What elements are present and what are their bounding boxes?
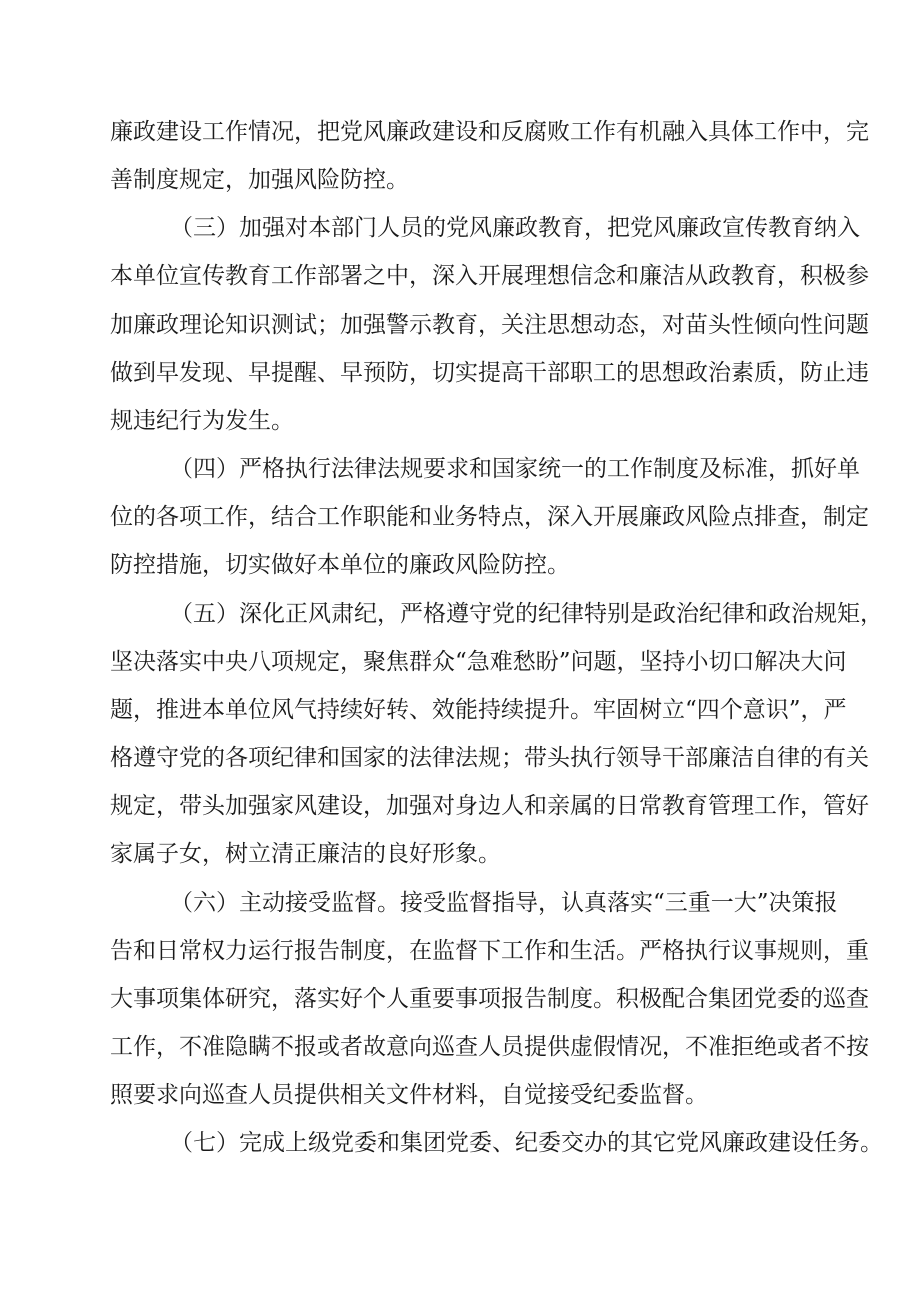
text-line: 坚决落实中央八项规定，聚焦群众“急难愁盼”问题，坚持小切口解决大问 <box>110 649 847 675</box>
text-line: 位的各项工作，结合工作职能和业务特点，深入开展廉政风险点排查，制定 <box>110 504 869 530</box>
text-line: 防控措施，切实做好本单位的廉政风险防控。 <box>110 552 570 578</box>
text-line: 本单位宣传教育工作部署之中，深入开展理想信念和廉洁从政教育，积极参 <box>110 263 869 289</box>
text-line: 题，推进本单位风气持续好转、效能持续提升。牢固树立“四个意识”，严 <box>110 697 847 723</box>
text-line: （六）主动接受监督。接受监督指导，认真落实“三重一大”决策报 <box>170 890 838 916</box>
text-line: 工作，不准隐瞒不报或者故意向巡查人员提供虚假情况，不准拒绝或者不按 <box>110 1034 869 1060</box>
text-line: 照要求向巡查人员提供相关文件材料，自觉接受纪委监督。 <box>110 1082 708 1108</box>
text-line: 家属子女，树立清正廉洁的良好形象。 <box>110 841 501 867</box>
text-line: 加廉政理论知识测试；加强警示教育，关注思想动态，对苗头性倾向性问题 <box>110 312 869 338</box>
text-line: 规定，带头加强家风建设，加强对身边人和亲属的日常教育管理工作，管好 <box>110 793 869 819</box>
text-line: 大事项集体研究，落实好个人重要事项报告制度。积极配合集团党委的巡查 <box>110 986 869 1012</box>
text-line: 告和日常权力运行报告制度，在监督下工作和生活。严格执行议事规则，重 <box>110 938 869 964</box>
text-line: （三）加强对本部门人员的党风廉政教育，把党风廉政宣传教育纳入 <box>170 215 860 241</box>
text-line: （七）完成上级党委和集团党委、纪委交办的其它党风廉政建设任务。 <box>170 1130 883 1156</box>
text-line: 规违纪行为发生。 <box>110 408 294 434</box>
text-line: 做到早发现、早提醒、早预防，切实提高干部职工的思想政治素质，防止违 <box>110 360 869 386</box>
text-line: 善制度规定，加强风险防控。 <box>110 167 409 193</box>
text-line: （五）深化正风肃纪，严格遵守党的纪律特别是政治纪律和政治规矩， <box>170 601 883 627</box>
text-line: 格遵守党的各项纪律和国家的法律法规；带头执行领导干部廉洁自律的有关 <box>110 745 869 771</box>
text-line: 廉政建设工作情况，把党风廉政建设和反腐败工作有机融入具体工作中，完 <box>110 119 869 145</box>
text-line: （四）严格执行法律法规要求和国家统一的工作制度及标准，抓好单 <box>170 456 860 482</box>
